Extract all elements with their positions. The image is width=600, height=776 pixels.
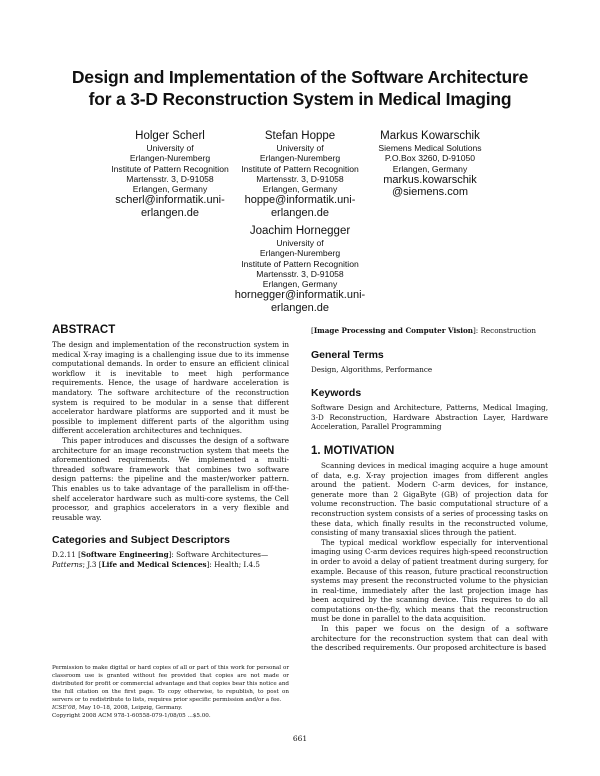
conference-name: ICSE’08,: [52, 705, 78, 711]
copyright-line: Copyright 2008 ACM 978-1-60558-079-1/08/05 ...$5.00.: [52, 713, 211, 719]
motivation-paragraph-1: Scanning devices in medical imaging acquire a huge amount of data, e.g. X-ray projection images from different angles around the patient. Modern C-arm devices, for instance, generate more than 2 GigaByte (GB) of projection data for volume reconstruction. The basic computational structure of a reconstruction system consists of a series of processing tasks on these data, which finally results in the reconstructed volume, consisting of many transaxial slices through the patient.: [311, 460, 548, 538]
author-affiliation-line: Martensstr. 3, D-91058: [256, 173, 344, 184]
author-email: erlangen.de: [270, 301, 330, 314]
author-affiliation-line: Erlangen, Germany: [262, 184, 338, 195]
categories-text-continued: [311, 326, 548, 336]
author-affiliation-line: P.O.Box 3260, D-91050: [384, 153, 476, 164]
author-affiliation-line: Erlangen, Germany: [132, 184, 208, 195]
permission-text: Permission to make digital or hard copies of all or part of this work for personal or classroom use is granted without fee provided that copies are not made or distributed for profit or commercial advantage and that copies bear this notice and the full citation on the first page. To copy otherwise, to republish, to post on servers or to redistribute to lists, requires prior specific permission and/or a fee.: [52, 665, 289, 703]
motivation-paragraph-3: In this paper we focus on the design of a software architecture for the reconstruction system that can deal with the described requirements. Our proposed architecture is based: [311, 624, 548, 653]
author-email: @siemens.com: [392, 186, 468, 199]
category-name: Software Engineering: [80, 550, 169, 560]
category-code: [: [311, 326, 314, 335]
author-name: Markus Kowarschik: [380, 130, 480, 142]
author-email: erlangen.de: [270, 206, 330, 219]
author-affiliation-line: University of: [276, 143, 324, 153]
title-line-1: Design and Implementation of the Software Architecture: [71, 67, 529, 87]
paper-title: [30, 66, 570, 110]
author-affiliation-line: Erlangen-Nuremberg: [259, 153, 341, 164]
author-email: erlangen.de: [140, 206, 200, 219]
author-email: scherl@informatik.uni-: [115, 194, 225, 207]
author-affiliation-line: Erlangen-Nuremberg: [129, 153, 211, 164]
author-email: markus.kowarschik: [383, 173, 477, 186]
keywords-text: Software Design and Architecture, Patterns, Medical Imaging, 3-D Reconstruction, Hardware Abstraction Layer, Hardware Acceleration, Parallel Programming: [311, 403, 548, 432]
keywords-heading: Keywords: [311, 387, 362, 400]
category-subject: ]: Reconstruction: [473, 326, 536, 335]
title-line-2: for a 3-D Reconstruction System in Medical Imaging: [88, 89, 512, 109]
category-subject: ]: Software Architectures—: [168, 550, 269, 560]
page-number: 661: [292, 734, 308, 743]
author-name: Holger Scherl: [135, 130, 205, 142]
categories-text: [52, 550, 289, 569]
general-terms-heading: General Terms: [311, 348, 384, 361]
author-affiliation-line: University of: [276, 238, 324, 248]
motivation-paragraph-2: The typical medical workflow especially for interventional imaging using C-arm devices requires high-speed reconstruction in order to avoid a delay of patient treatment during surgery, for example. Because of this reason, future practical reconstruction systems may present the reconstructed volume to the physician in real-time, immediately after the last projection image has been acquired by the scanning device. This requires to do all computations on-the-fly, which means that the reconstruction must be done in parallel to the data acquisition.: [311, 537, 548, 624]
author-affiliation-line: Institute of Pattern Recognition: [111, 163, 229, 174]
categories-heading: Categories and Subject Descriptors: [52, 534, 230, 547]
category-subject: ]: Health; I.4.5: [206, 559, 260, 569]
author-name: Stefan Hoppe: [264, 130, 336, 142]
author-affiliation-line: Martensstr. 3, D-91058: [256, 268, 344, 279]
conference-venue: [52, 704, 289, 712]
general-terms-text: Design, Algorithms, Performance: [311, 364, 433, 374]
category-code: D.2.11 [: [52, 550, 81, 560]
right-column: [311, 326, 548, 653]
left-column: [52, 324, 289, 569]
abstract-heading: ABSTRACT: [52, 324, 116, 336]
category-subject-italic: Patterns: [52, 559, 83, 569]
author-affiliation-line: Siemens Medical Solutions: [378, 143, 482, 153]
author-affiliation-line: Martensstr. 3, D-91058: [126, 173, 214, 184]
author-affiliation-line: Erlangen, Germany: [262, 279, 338, 290]
motivation-heading: 1. MOTIVATION: [311, 444, 395, 457]
category-name: Life and Medical Sciences: [101, 559, 207, 569]
permission-footnote: [52, 664, 289, 720]
author-affiliation-line: Institute of Pattern Recognition: [241, 163, 359, 174]
author-block-kowarschik: [350, 129, 510, 199]
author-affiliation-line: Institute of Pattern Recognition: [241, 258, 359, 269]
author-block-hornegger: [220, 224, 380, 314]
conference-date-place: May 10–18, 2008, Leipzig, Germany.: [77, 705, 183, 711]
abstract-paragraph-1: The design and implementation of the reconstruction system in medical X-ray imaging is a challenging issue due to its immense computational demands. In order to ensure an efficient clinical workflow it is inevitable to meet high performance requirements. Hence, the usage of hardware acceleration is mandatory. The software architecture of the reconstruction system is required to be modular in a sense that different accelerator hardware platforms are supported and it must be possible to implement different parts of the algorithm using different acceleration architectures and techniques.: [52, 340, 289, 436]
author-affiliation-line: Erlangen-Nuremberg: [259, 248, 341, 259]
author-affiliation-line: Erlangen, Germany: [392, 163, 468, 174]
author-affiliation-line: University of: [146, 143, 194, 153]
category-name: Image Processing and Computer Vision: [313, 326, 473, 335]
author-name: Joachim Hornegger: [249, 225, 351, 237]
category-code: ; J.3 [: [82, 559, 102, 569]
abstract-paragraph-2: This paper introduces and discusses the design of a software architecture for an image reconstruction system that meets the aforementioned requirements. We implemented a multi-threaded software framework that combines two software design patterns: the pipeline and the master/worker pattern. This enables us to take advantage of the parallelism in off-the-shelf accelerator hardware such as multi-core systems, the Cell processor, and graphics accelerators in a very flexible and reusable way.: [52, 435, 289, 522]
author-email: hoppe@informatik.uni-: [244, 194, 356, 207]
author-email: hornegger@informatik.uni-: [234, 289, 366, 302]
